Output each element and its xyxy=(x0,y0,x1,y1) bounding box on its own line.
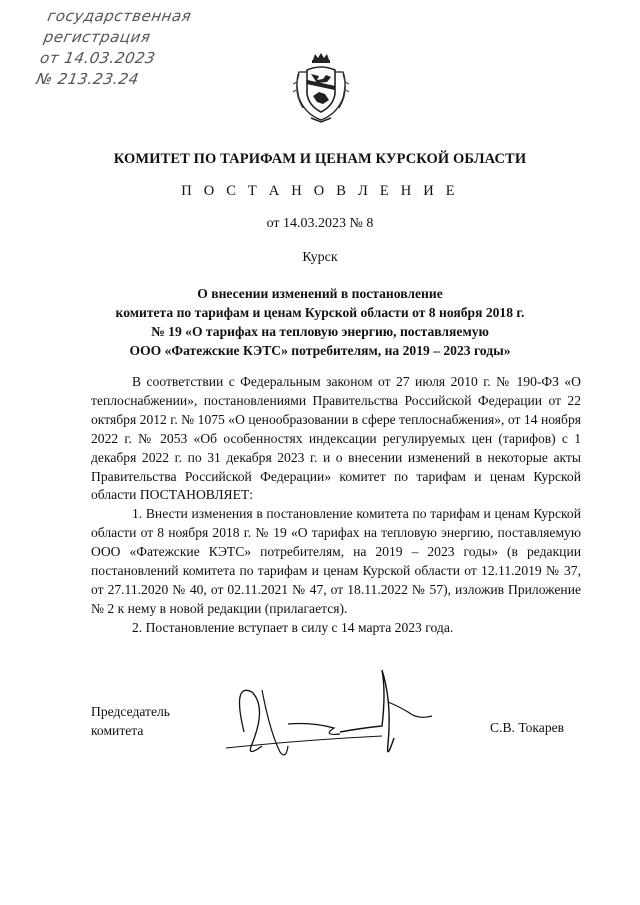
title-line-1: О внесении изменений в постановление xyxy=(197,286,443,301)
stamp-line-2: регистрация xyxy=(42,28,153,46)
document-city: Курск xyxy=(302,250,338,265)
document-type: П О С Т А Н О В Л Е Н И Е xyxy=(181,183,459,199)
title-line-3: № 19 «О тарифах на тепловую энергию, поставляемую xyxy=(151,324,489,339)
position-line-2: комитета xyxy=(91,723,144,738)
registration-stamp xyxy=(35,6,193,90)
position-line-1: Председатель xyxy=(91,704,170,719)
coat-of-arms-icon xyxy=(293,52,349,124)
document-title xyxy=(80,284,560,360)
title-line-2: комитета по тарифам и ценам Курской области от 8 ноября 2018 г. xyxy=(115,305,525,320)
document-date-number: от 14.03.2023 № 8 xyxy=(266,216,374,231)
handwritten-signature xyxy=(222,662,472,772)
stamp-line-3: от 14.03.2023 xyxy=(38,49,157,67)
stamp-line-4: № 213.23.24 xyxy=(34,70,141,88)
preamble-paragraph: В соответствии с Федеральным законом от 27 июля 2010 г. № 190-ФЗ «О теплоснабжении», постановлениями Правительства Российской Федерации от 22 октября 2012 г. № 1075 «О ценообразовании в сфере теплоснабжения», от 14 ноября 2022 г. № 2053 «Об особенностях индексации регулируемых цен (тарифов) с 1 декабря 2022 г. по 31 декабря 2023 г. и о внесении изменений в некоторые акты Правительства Российской Федерации» комитет по тарифам и ценам Курской области ПОСТАНОВЛЯЕТ: xyxy=(91,374,581,503)
signatory-position xyxy=(91,702,170,740)
document-body xyxy=(91,373,581,638)
title-line-4: ООО «Фатежские КЭТС» потребителям, на 2019 – 2023 годы» xyxy=(129,343,511,358)
item-2-paragraph: 2. Постановление вступает в силу с 14 марта 2023 года. xyxy=(132,619,454,635)
stamp-line-1: государственная xyxy=(46,7,193,25)
signatory-name: С.В. Токарев xyxy=(490,720,565,735)
item-1-paragraph: 1. Внести изменения в постановление комитета по тарифам и ценам Курской области от 8 ноября 2018 г. № 19 «О тарифах на тепловую энергию, поставляемую ООО «Фатежские КЭТС» потребителям, на 2019 – 2023 годы» (в редакции постановлений комитета по тарифам и ценам Курской области от 12.11.2019 № 37, от 27.11.2020 № 40, от 02.11.2021 № 47, от 18.11.2022 № 57), изложив Приложение № 2 к нему в новой редакции (прилагается). xyxy=(91,506,581,616)
committee-name: КОМИТЕТ ПО ТАРИФАМ И ЦЕНАМ КУРСКОЙ ОБЛАСТИ xyxy=(113,151,527,167)
